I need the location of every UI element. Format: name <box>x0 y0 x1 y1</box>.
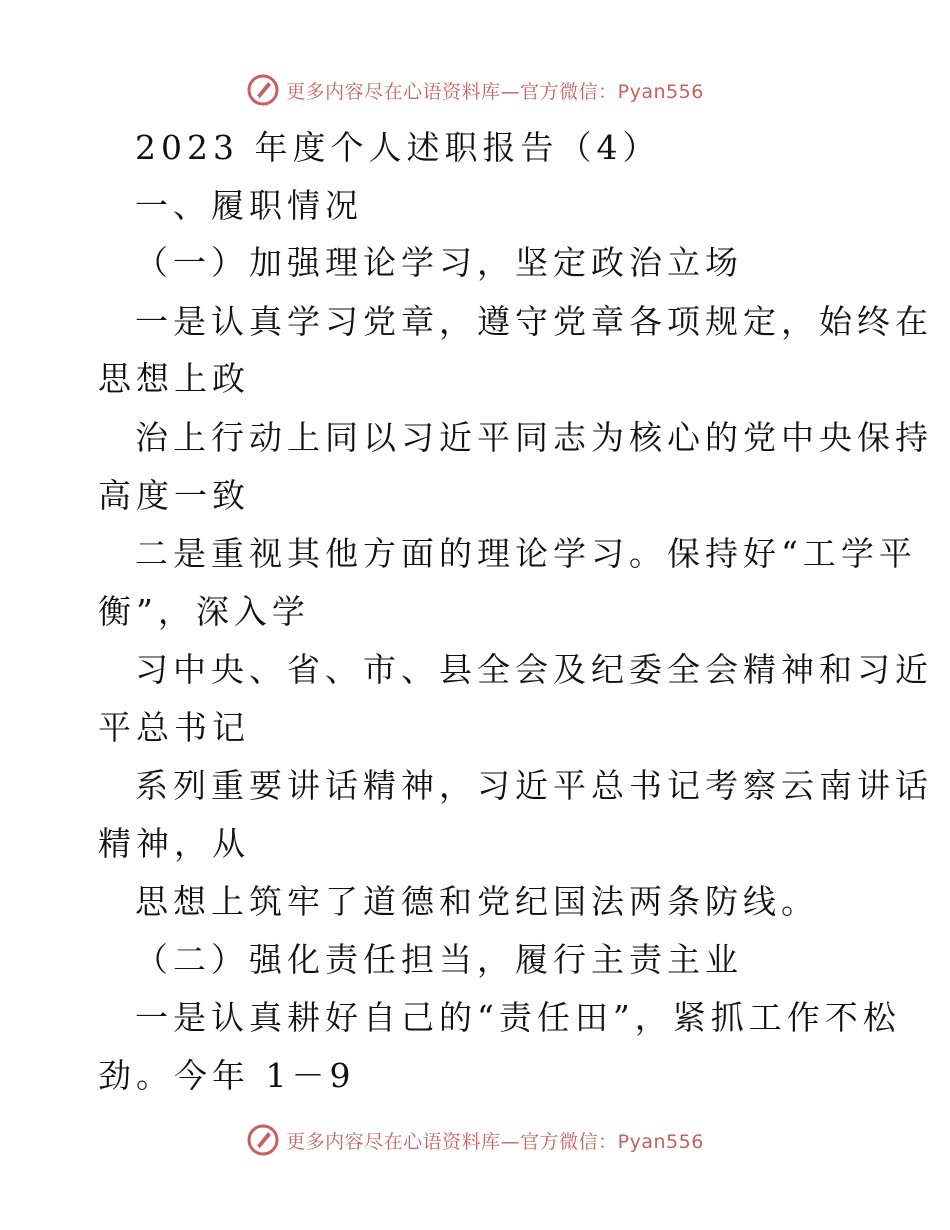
pen-seal-icon <box>246 73 280 107</box>
paragraph-line: 二是重视其他方面的理论学习。保持好“工学平 <box>135 534 917 573</box>
paragraph-line: 思想上筑牢了道德和党纪国法两条防线。 <box>135 882 819 921</box>
paragraph-line: 系列重要讲话精神，习近平总书记考察云南讲话 <box>135 766 933 805</box>
watermark-footer <box>0 1120 950 1160</box>
subsection-heading: （一）加强理论学习，坚定政治立场 <box>135 243 743 282</box>
watermark-text: 更多内容尽在心语资料库—官方微信：Pyan556 <box>286 1130 704 1153</box>
watermark-text: 更多内容尽在心语资料库—官方微信：Pyan556 <box>286 80 704 103</box>
pen-seal-icon <box>246 1123 280 1157</box>
section-heading: 一、履职情况 <box>135 186 363 225</box>
paragraph-line: 一是认真学习党章，遵守党章各项规定，始终在 <box>135 302 933 341</box>
watermark-header <box>0 70 950 110</box>
document-title: 2023 年度个人述职报告（4） <box>135 128 661 167</box>
paragraph-line: 习中央、省、市、县全会及纪委全会精神和习近 <box>135 650 933 689</box>
paragraph-line: 衡”，深入学 <box>98 592 310 631</box>
paragraph-line: 高度一致 <box>98 476 250 515</box>
paragraph-line: 一是认真耕好自己的“责任田”，紧抓工作不松 <box>135 998 901 1037</box>
paragraph-line: 治上行动上同以习近平同志为核心的党中央保持 <box>135 418 933 457</box>
paragraph-line: 劲。今年 1－9 <box>98 1056 356 1095</box>
paragraph-line: 精神，从 <box>98 824 250 863</box>
paragraph-line: 平总书记 <box>98 708 250 747</box>
subsection-heading: （二）强化责任担当，履行主责主业 <box>135 940 743 979</box>
paragraph-line: 思想上政 <box>98 359 250 398</box>
